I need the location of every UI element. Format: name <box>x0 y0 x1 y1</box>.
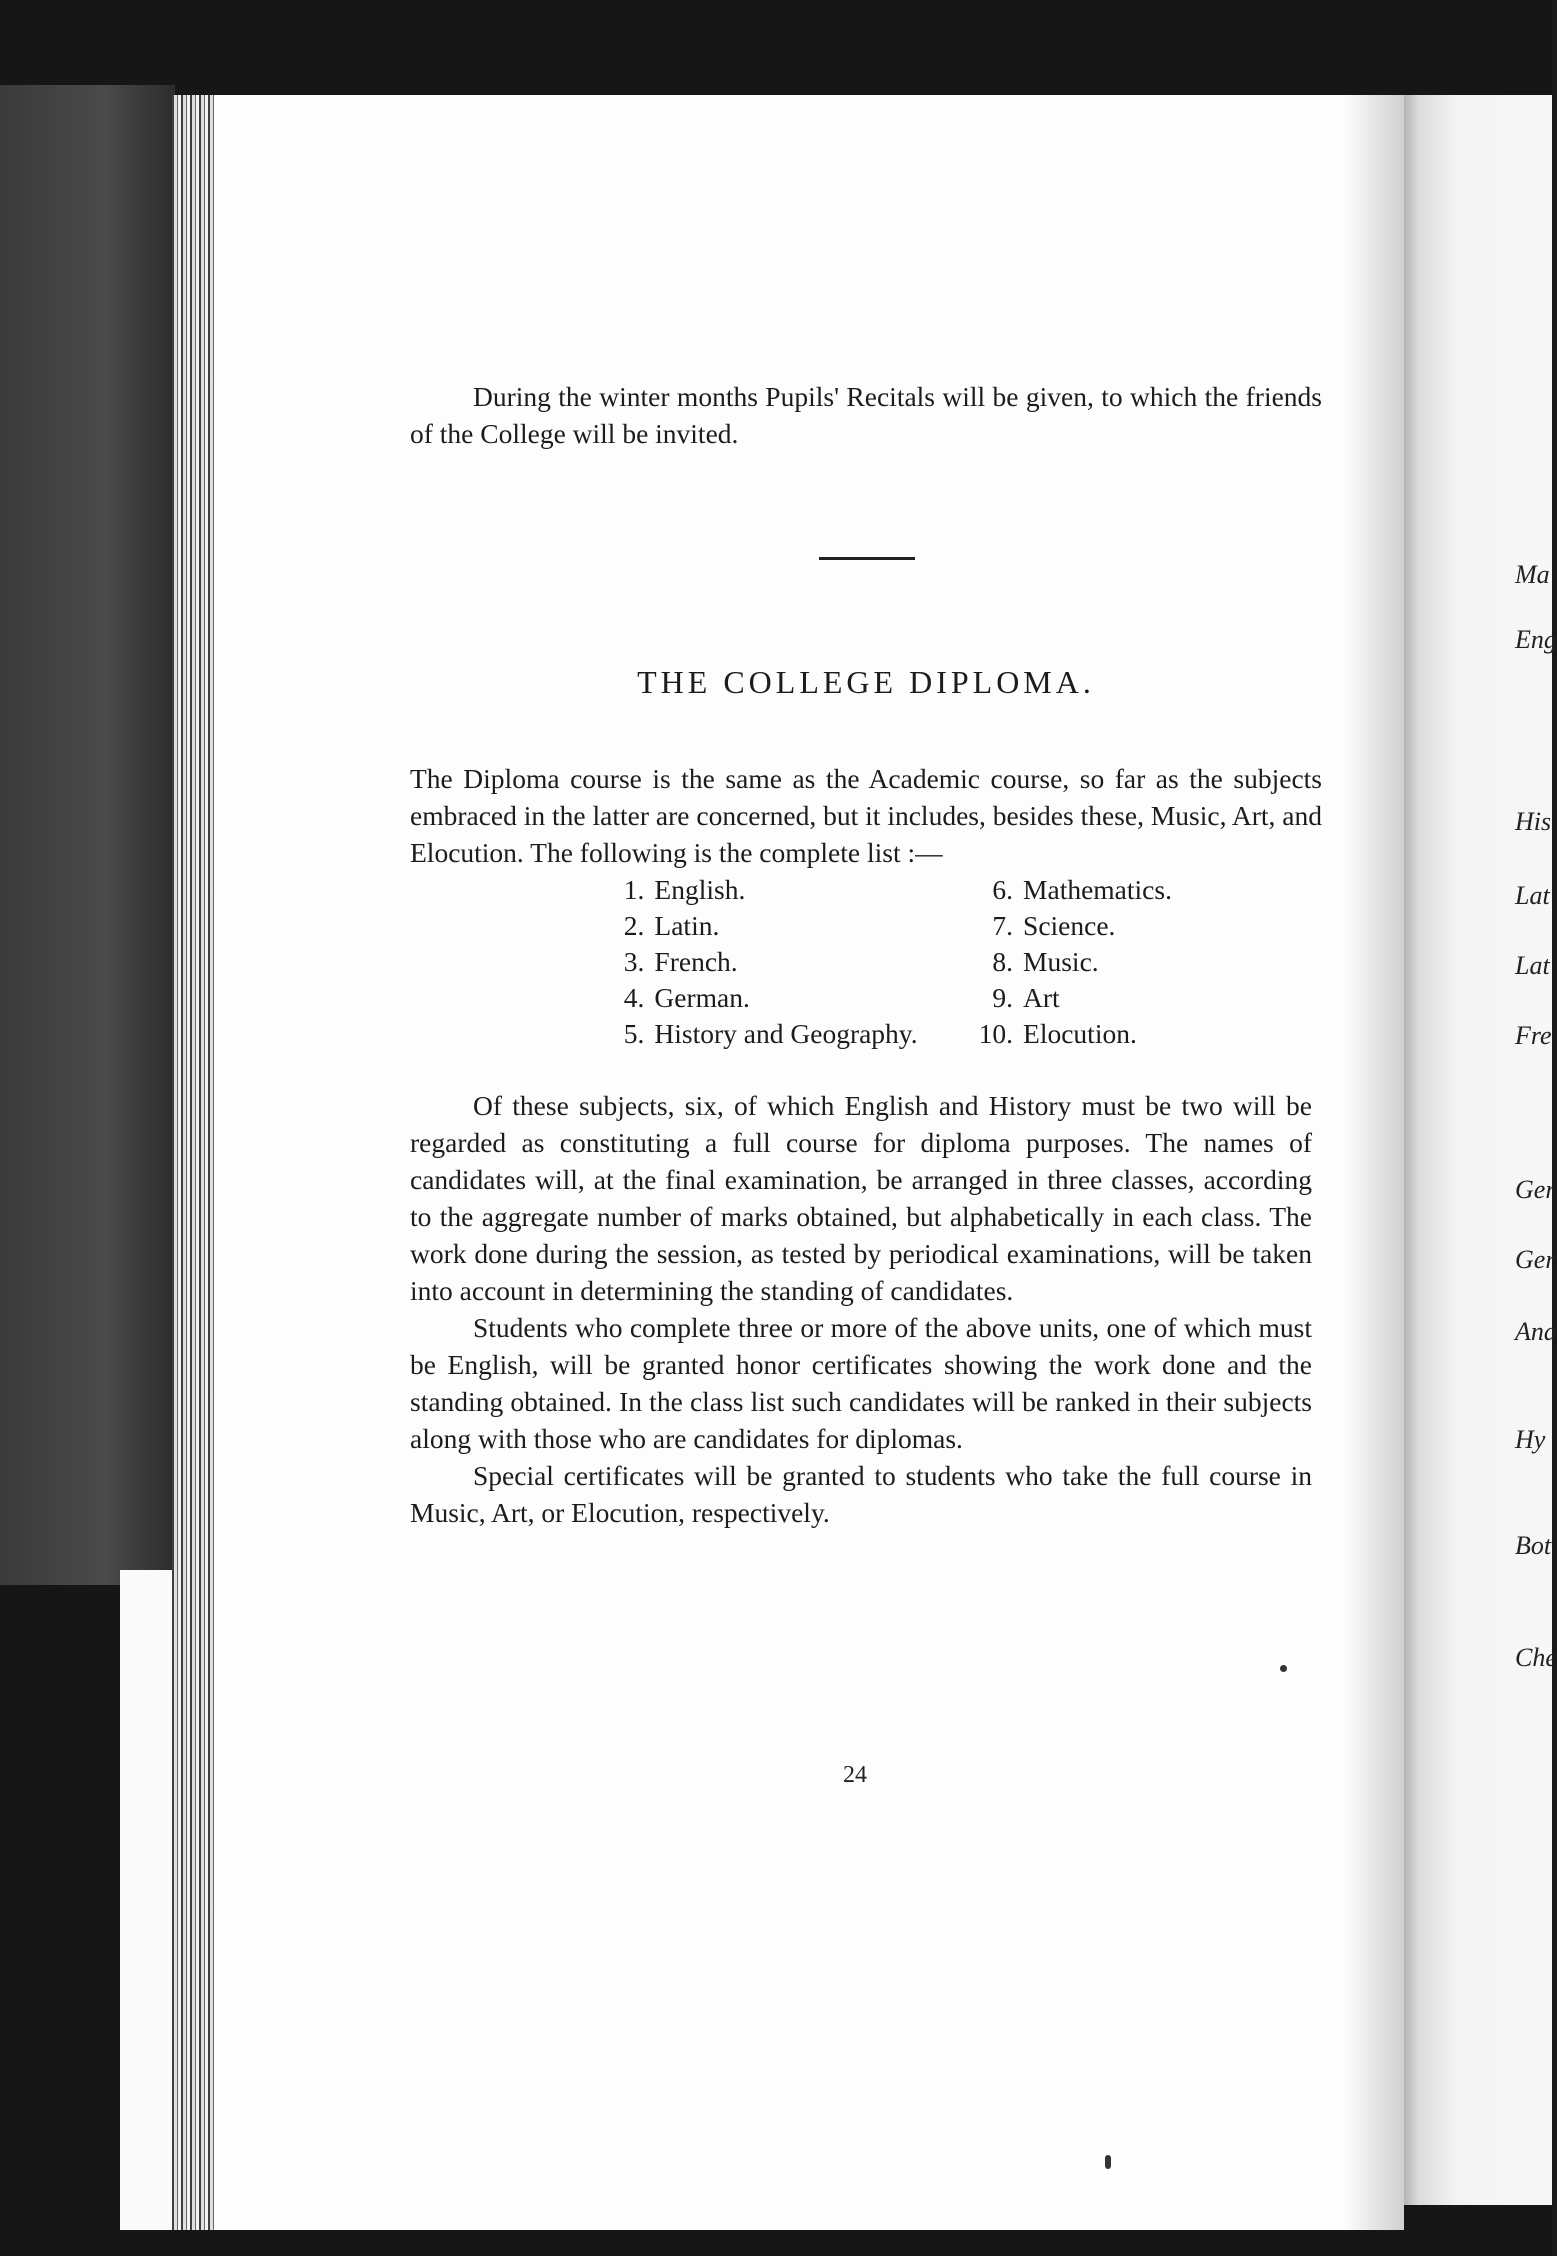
subject-name: Art <box>1023 982 1060 1013</box>
subject-number: 3. <box>623 946 645 977</box>
subject-number: 2. <box>623 910 645 941</box>
subject-name: Science. <box>1023 910 1116 941</box>
scan-speck <box>1280 1665 1287 1672</box>
page-stack-edge <box>172 95 214 2230</box>
subject-number: 10. <box>978 1018 1014 1049</box>
subject-number: 6. <box>992 874 1014 905</box>
section-divider <box>819 557 915 560</box>
scan-speck <box>1105 2155 1111 2169</box>
subject-name: Mathematics. <box>1023 874 1172 905</box>
subject-row <box>606 908 1206 944</box>
page-number: 24 <box>843 1762 867 1788</box>
subject-row <box>606 944 1206 980</box>
subject-number: 1. <box>623 874 645 905</box>
diploma-intro-text: The Diploma course is the same as the Academic course, so far as the subjects embraced in the latter are concerned, but it includes, besides these, Music, Art, and Elocution. The following is the complete list :— <box>410 762 1322 868</box>
subject-name: Latin. <box>654 910 720 941</box>
special-certificate-paragraph: Special certificates will be granted to students who take the full course in Music, Art, or Elocution, respectively. <box>410 1460 1312 1528</box>
left-scanner-margin <box>0 85 175 1585</box>
section-heading: THE COLLEGE DIPLOMA. <box>637 664 1095 700</box>
subject-number: 4. <box>623 982 645 1013</box>
diploma-rules <box>410 1087 1312 1531</box>
subject-row <box>606 872 1206 908</box>
right-page-fragment: Lat <box>1515 881 1550 910</box>
subject-name: English. <box>654 874 746 905</box>
subject-list <box>606 872 1206 1052</box>
right-page-fragment: Fre <box>1515 1021 1552 1050</box>
honor-certificate-paragraph: Students who complete three or more of the above units, one of which must be English, will be granted honor certificates showing the work done and the standing obtained. In the class list such candidates will be ranked in their subjects along with those who are candidates for diplomas. <box>410 1312 1312 1454</box>
right-page-fragment: Ger <box>1515 1245 1556 1274</box>
subject-number: 5. <box>623 1018 645 1049</box>
intro-text: During the winter months Pupils' Recitals will be given, to which the friends of the College will be invited. <box>410 381 1322 449</box>
subject-number: 9. <box>992 982 1014 1013</box>
right-page-fragment: Che <box>1515 1643 1557 1672</box>
subject-name: French. <box>654 946 738 977</box>
subject-number: 8. <box>992 946 1014 977</box>
right-page-fragment: Ma <box>1515 560 1550 589</box>
subject-name: Elocution. <box>1023 1018 1137 1049</box>
subject-name: Music. <box>1023 946 1099 977</box>
right-page-fragment: Bot <box>1515 1531 1552 1560</box>
right-page-fragment: Ana <box>1515 1317 1557 1346</box>
subject-name: German. <box>654 982 750 1013</box>
subject-row <box>606 980 1206 1016</box>
right-page-fragment: Hy <box>1515 1425 1546 1454</box>
right-page-fragment: His <box>1515 807 1552 836</box>
subject-number: 7. <box>992 910 1014 941</box>
right-page-fragment: Eng <box>1515 625 1557 654</box>
intro-paragraph <box>410 378 1322 452</box>
right-page-fragment: Lat <box>1515 951 1550 980</box>
subject-name: History and Geography. <box>654 1018 918 1049</box>
right-page-fragment: Ger <box>1515 1175 1556 1204</box>
subjects-rule-paragraph: Of these subjects, six, of which English and History must be two will be regarded as constituting a full course for diploma purposes. The names of candidates will, at the final examination, be arranged in three classes, according to the aggregate number of marks obtained, but alphabetically in each class. The work done during the session, as tested by periodical examinations, will be taken into account in determining the standing of candidates. <box>410 1090 1312 1306</box>
page-gutter-shadow <box>1344 95 1404 2230</box>
adjacent-right-page <box>1395 95 1557 2205</box>
subject-row <box>606 1016 1206 1052</box>
